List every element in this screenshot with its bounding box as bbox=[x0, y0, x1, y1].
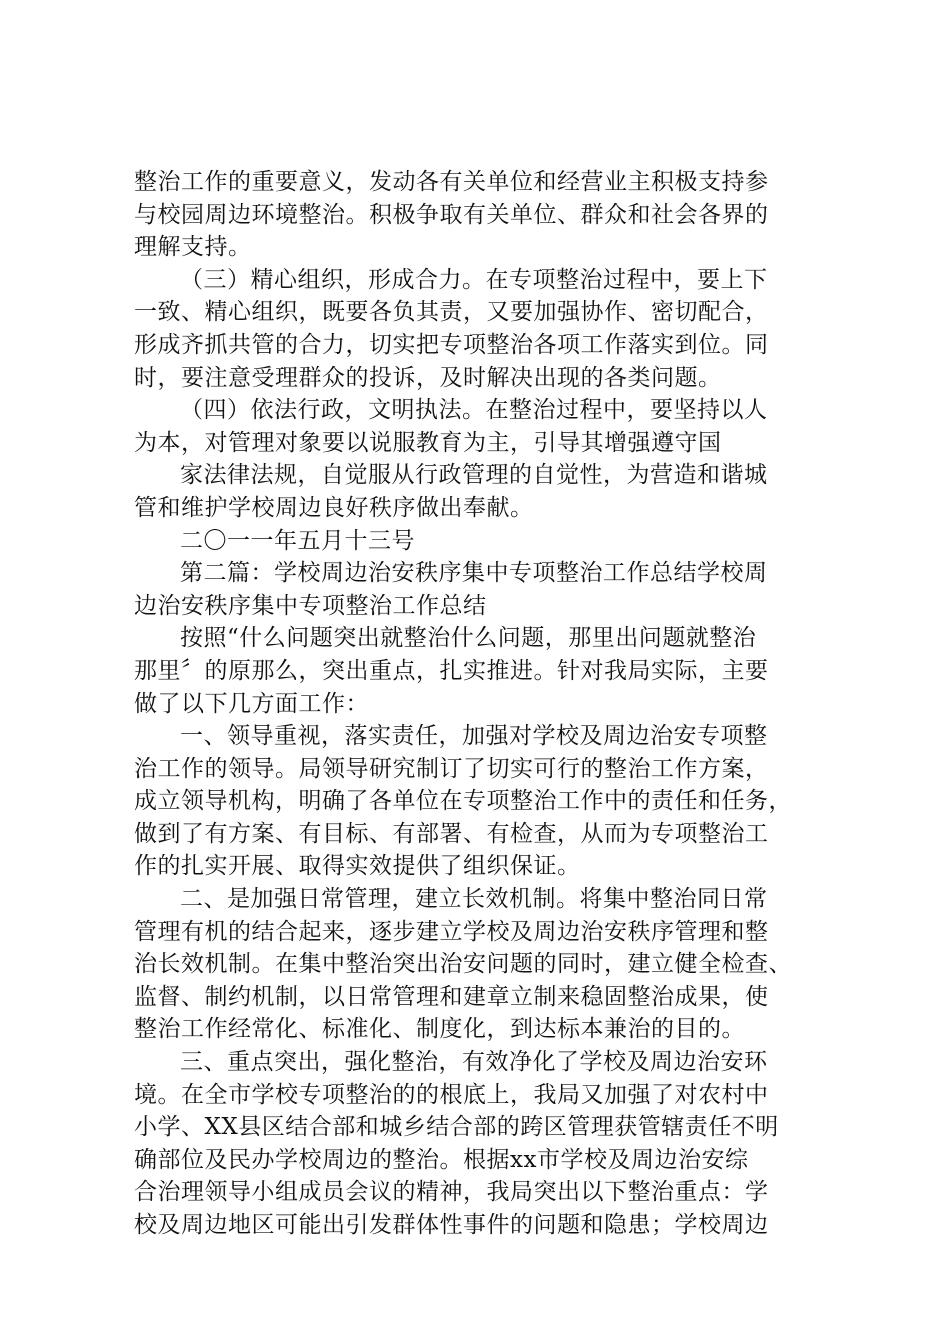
text-line: 小学、XX县区结合部和城乡结合部的跨区管理获管辖责任不明 bbox=[134, 1114, 779, 1141]
text-line: 那里〞的原那么，突出重点，扎实推进。针对我局实际，主要 bbox=[134, 657, 769, 684]
text-line: 为本，对管理对象要以说服教育为主，引导其增强遵守国 bbox=[134, 429, 722, 456]
text-line: 时，要注意受理群众的投诉，及时解决出现的各类问题。 bbox=[134, 364, 722, 391]
text-line: 治工作的领导。局领导研究制订了切实可行的整治工作方案， bbox=[134, 755, 769, 782]
text-line: 形成齐抓共管的合力，切实把专项整治各项工作落实到位。同 bbox=[134, 331, 769, 358]
text-line: 第二篇：学校周边治安秩序集中专项整治工作总结学校周 bbox=[180, 560, 768, 587]
text-line: 作的扎实开展、取得实效提供了组织保证。 bbox=[134, 853, 581, 880]
text-line: 成立领导机构，明确了各单位在专项整治工作中的责任和任务， bbox=[134, 788, 792, 815]
text-line: 二、是加强日常管理，建立长效机制。将集中整治同日常 bbox=[180, 886, 768, 913]
text-line: 二〇一一年五月十三号 bbox=[180, 527, 415, 554]
text-line: 校及周边地区可能出引发群体性事件的问题和隐患；学校周边 bbox=[134, 1212, 769, 1238]
text-line: 监督、制约机制，以日常管理和建章立制来稳固整治成果，使 bbox=[134, 983, 769, 1010]
text-line: 做了以下几方面工作： bbox=[134, 690, 369, 717]
text-line: 境。在全市学校专项整治的的根底上，我局又加强了对农村中 bbox=[134, 1081, 769, 1108]
text-line: 边治安秩序集中专项整治工作总结 bbox=[134, 592, 487, 619]
text-line: 家法律法规，自觉服从行政管理的自觉性，为营造和谐城 bbox=[180, 462, 768, 489]
text-line: 理解支持。 bbox=[134, 234, 252, 261]
text-line: （三）精心组织，形成合力。在专项整治过程中，要上下 bbox=[180, 266, 768, 293]
text-line: 合治理领导小组成员会议的精神，我局突出以下整治重点：学 bbox=[134, 1179, 769, 1206]
text-line: 整治工作的重要意义，发动各有关单位和经营业主积极支持参 bbox=[134, 169, 769, 195]
text-line: 三、重点突出，强化整治，有效净化了学校及周边治安环 bbox=[180, 1049, 768, 1076]
text-line: 管理有机的结合起来，逐步建立学校及周边治安秩序管理和整 bbox=[134, 918, 769, 945]
text-line: 管和维护学校周边良好秩序做出奉献。 bbox=[134, 494, 534, 521]
text-line: 一、领导重视，落实责任，加强对学校及周边治安专项整 bbox=[180, 723, 768, 750]
text-line: 按照“什么问题突出就整治什么问题，那里出问题就整治 bbox=[180, 625, 757, 652]
text-line: 做到了有方案、有目标、有部署、有检查，从而为专项整治工 bbox=[134, 820, 769, 847]
text-line: 一致、精心组织，既要各负其责，又要加强协作、密切配合， bbox=[134, 299, 769, 326]
text-line: 治长效机制。在集中整治突出治安问题的同时，建立健全检查、 bbox=[134, 951, 792, 978]
text-line: 与校园周边环境整治。积极争取有关单位、群众和社会各界的 bbox=[134, 201, 769, 228]
document-body bbox=[134, 166, 824, 1242]
text-line: 整治工作经常化、标准化、制度化，到达标本兼治的目的。 bbox=[134, 1016, 745, 1043]
text-line: （四）依法行政，文明执法。在整治过程中，要坚持以人 bbox=[180, 397, 768, 424]
text-line: 确部位及民办学校周边的整治。根据xx市学校及周边治安综 bbox=[134, 1146, 749, 1173]
